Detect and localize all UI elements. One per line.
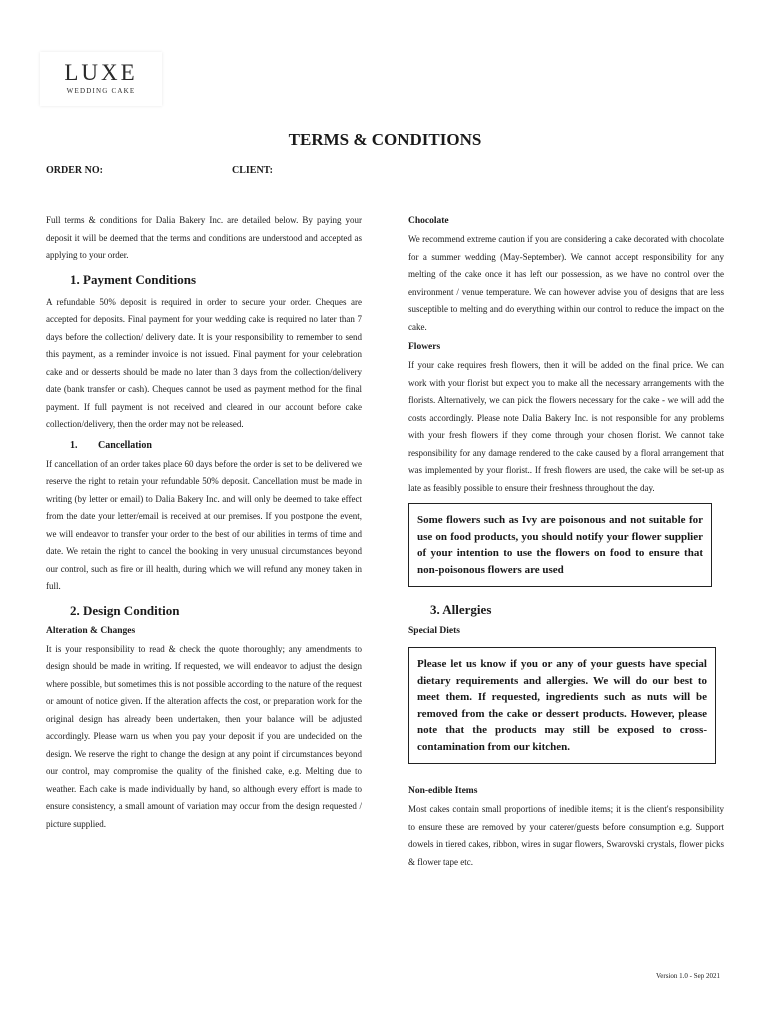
flowers-warning-box: Some flowers such as Ivy are poisonous and not suitable for use on food products, you should notify your flower supplier of your intention to use the flowers on food to ensure that non-poisonous flowers are used — [408, 503, 712, 587]
brand-logo — [40, 52, 162, 106]
design-paragraph: It is your responsibility to read & check the quote thoroughly; any amendments to design should be made in writing. If requested, we will endeavor to adjust the design where possible, but sometimes this is not possible according to the nature of the request or amount of notice given. If the alteration affects the cost, or preparation work for the original design has already been undertaken, then your balance will be adjusted accordingly. Please warn us when you pay your deposit if you are undecided on the design. We reserve the right to change the design at any point if circumstances beyond our control, may compromise the quality of the finished cake, e.g. Melting due to weather. Each cake is made individually by hand, so although every effort is made to ensure consistency, a small amount of variation may occur from the design requested / picture supplied. — [46, 643, 362, 829]
section-allergies-heading: 3. Allergies — [430, 602, 492, 617]
intro-paragraph: Full terms & conditions for Dalia Bakery Inc. are detailed below. By paying your deposit it will be deemed that the terms and conditions are understood and accepted as applying to your order. — [46, 215, 362, 260]
allergy-notice-box: Please let us know if you or any of your guests have special dietary requirements and allergies. We will do our best to meet them. If requested, ingredients such as nuts will be removed from the cake or dessert products. However, please note that the products may still be exposed to cross-contamination from our kitchen. — [408, 647, 716, 764]
cancellation-number: 1. — [70, 439, 78, 451]
payment-paragraph: A refundable 50% deposit is required in order to secure your order. Cheques are accepted for deposits. Final payment for your wedding cake is required no later than 7 days before the collection/ delivery date. It is your responsibility to remember to send this payment, as a reminder invoice is not issued. Final payment for your celebration cake and or desserts should be made no later than 3 days from the collection/delivery date (bank transfer or cash). Cheques cannot be used as payment method for the final payment. If full payment is not received and cleared in our account before cake collection/delivery, then the order may not be released. — [46, 296, 362, 429]
logo-tagline: WEDDING CAKE — [66, 87, 136, 95]
section-payment-heading: 1. Payment Conditions — [70, 271, 197, 287]
special-diets-subheading: Special Diets — [408, 626, 460, 636]
client-label: CLIENT: — [232, 165, 273, 176]
order-number-label: ORDER NO: — [46, 165, 103, 176]
logo-wordmark: LUXE — [64, 60, 138, 85]
flowers-paragraph: If your cake requires fresh flowers, then it will be added on the final price. We can work with your florist but expect you to make all the necessary arrangements with the florists. Alternatively, we can pick the flowers necessary for the cake - we will add the costs accordingly. Please note Dalia Bakery Inc. is not responsible for any problems with your fresh flowers if they come through your chosen florist. We cannot take responsibility for any damage rendered to the cake caused by a floral arrangement that was implemented by your florist.. If fresh flowers are used, the cake will be set-up as late as feasibly possible to ensure their freshness throughout the day. — [408, 360, 724, 493]
page-title: TERMS & CONDITIONS — [288, 130, 482, 149]
left-column — [46, 212, 362, 833]
section-design-heading: 2. Design Condition — [70, 602, 180, 618]
cancellation-paragraph: If cancellation of an order takes place 60 days before the order is set to be delivered we reserve the right to retain your refundable 50% deposit. Cancellation must be made in writing (by letter or email) to Dalia Bakery Inc. and will only be deemed to take effect from the date your letter/email is received at our premises. If you postpone the event, we will endeavor to transfer your order to the best of our abilities in terms of time and date. We retain the right to cancel the booking in very unusual circumstances beyond our control, such as fire or ill health, during which we will refund any money taken in full. — [46, 458, 362, 591]
non-edible-paragraph: Most cakes contain small proportions of inedible items; it is the client's responsibility to ensure these are removed by your caterer/guests before consumption e.g. Support dowels in tiered cakes, ribbon, wires in sugar flowers, Swarovski crystals, flower picks & flower tape etc. — [408, 804, 724, 867]
alteration-subheading: Alteration & Changes — [46, 625, 136, 636]
non-edible-heading: Non-edible Items — [408, 786, 478, 796]
chocolate-paragraph: We recommend extreme caution if you are considering a cake decorated with chocolate for a summer wedding (May-September). We cannot accept responsibility for any melting of the cake once it has left our possession, as we have no control over the environment / venue temperature. We can however advise you of designs that are less susceptible to melting and do everything within our control to reduce the impact on the cake. — [408, 234, 724, 332]
cancellation-title: Cancellation — [98, 439, 152, 451]
right-column — [408, 214, 724, 871]
version-footer: Version 1.0 - Sep 2021 — [656, 972, 720, 980]
flowers-heading: Flowers — [408, 342, 441, 352]
chocolate-heading: Chocolate — [408, 216, 449, 226]
cancellation-heading — [70, 438, 362, 453]
